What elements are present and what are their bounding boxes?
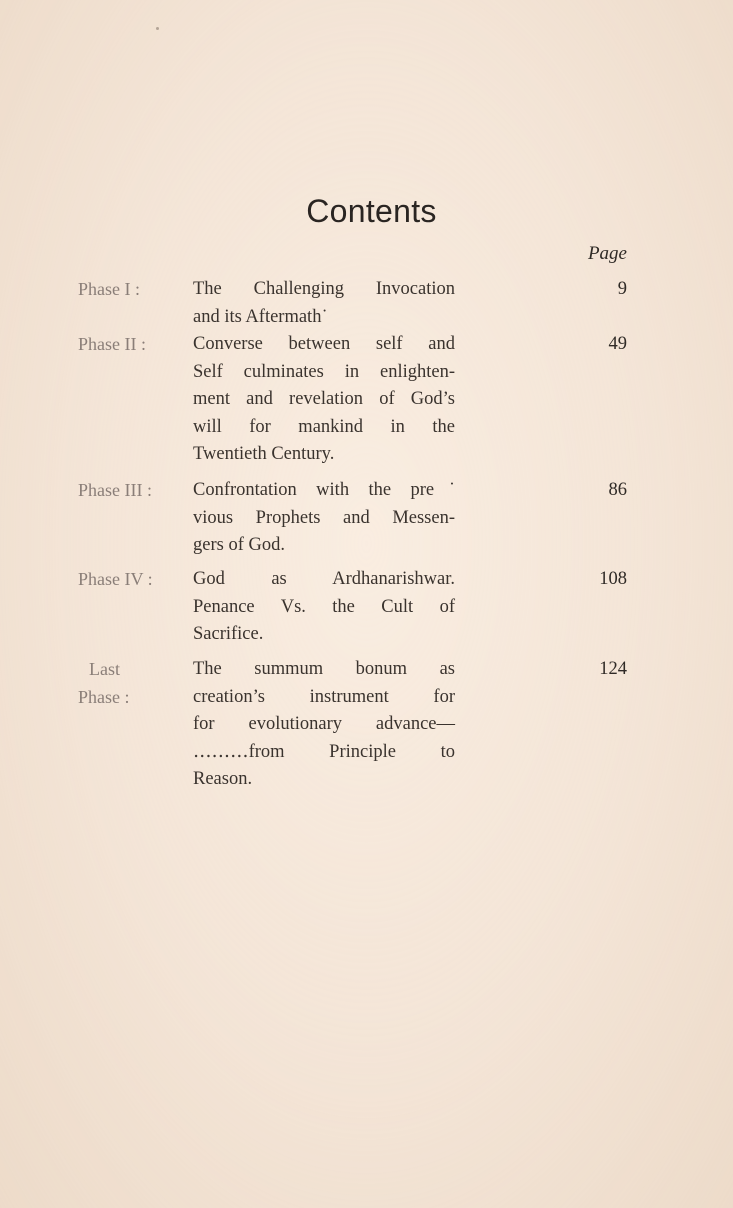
description-line: The summum bonum as [193, 659, 455, 679]
page-title: Contents [306, 193, 437, 229]
description-line: Twentieth Century. [193, 444, 335, 464]
page-number: 108 [599, 569, 627, 589]
page-column-header: Page [587, 243, 627, 264]
phase-label-line: Phase : [78, 686, 130, 707]
page-number: 124 [599, 659, 627, 679]
description-line: and its Aftermath˙ [193, 306, 328, 327]
page-number: 9 [617, 279, 627, 299]
entry-description [193, 276, 455, 331]
phase-label-line: Last [89, 659, 120, 679]
phase-label: Phase III : [78, 480, 152, 500]
description-line: ment and revelation of God’s [193, 389, 455, 409]
description-line: creation’s instrument for [193, 686, 455, 707]
entry-description [193, 656, 455, 794]
description-line: The Challenging Invocation [193, 279, 455, 299]
description-line: ․․․․․․․․․from Principle to [193, 741, 455, 762]
description-line: vious Prophets and Messen- [193, 507, 455, 528]
description-line: will for mankind in the [193, 416, 455, 437]
description-line: gers of God. [193, 535, 285, 555]
phase-label: Phase II : [78, 334, 146, 354]
phase-label: Phase I : [78, 279, 140, 299]
phase-label: Phase IV : [78, 569, 153, 589]
description-line: for evolutionary advance— [193, 714, 455, 734]
description-line: Penance Vs. the Cult of [193, 596, 455, 617]
description-line: Reason. [193, 769, 253, 789]
description-line: God as Ardhanarishwar. [193, 569, 455, 589]
description-line: Self culminates in enlighten- [193, 361, 455, 382]
phase-label [78, 656, 168, 711]
page-number: 49 [608, 334, 627, 354]
entry-description [193, 566, 455, 649]
description-line: Sacrifice. [193, 624, 264, 644]
entry-description [193, 331, 455, 469]
page-number: 86 [608, 480, 627, 500]
paper-speck [156, 27, 159, 30]
description-line: Confrontation with the pre˙ [193, 480, 455, 500]
entry-description [193, 477, 455, 560]
description-line: Converse between self and [193, 334, 455, 354]
